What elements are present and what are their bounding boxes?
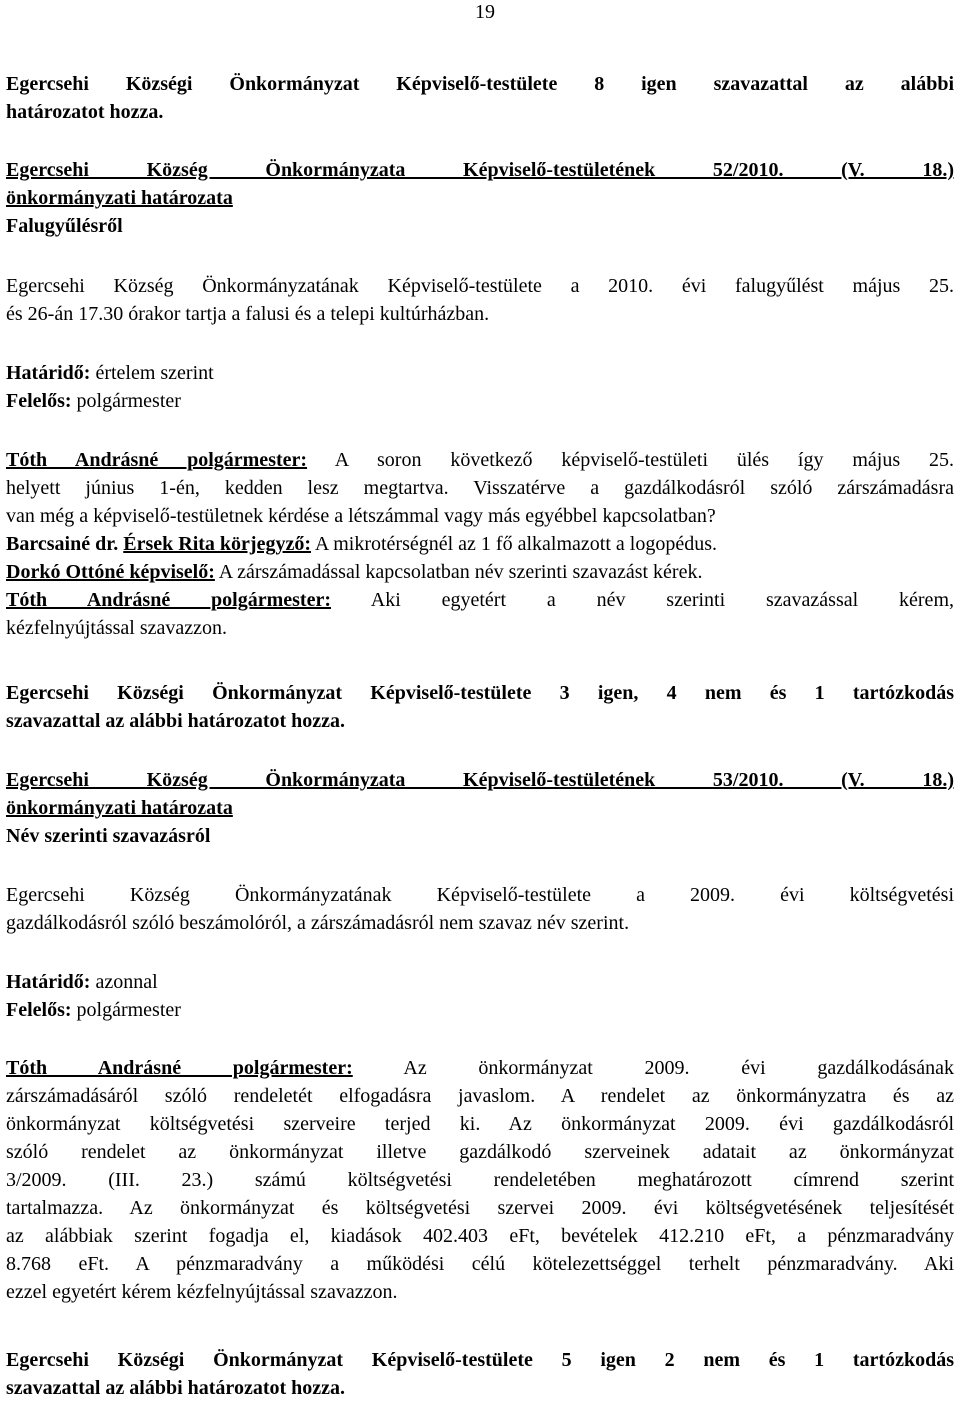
vote-statement-2 — [6, 679, 954, 735]
vote-statement-1-line-1: Egercsehi Községi Önkormányzat Képviselő-testülete 8 igen szavazattal az alábbi — [6, 73, 954, 95]
resolution-53-body-line-2: gazdálkodásról szóló beszámolóról, a zárszámadásról nem szavaz név szerint. — [6, 912, 630, 934]
discussion-2-line-5: 3/2009. (III. 23.) számú költségvetési rendeletében meghatározott címrend szerint — [6, 1169, 954, 1191]
discussion-2-line-7: az alábbiak szerint fogadja el, kiadások 402.403 eFt, bevételek 412.210 eFt, a pénzmaradvány — [6, 1225, 954, 1247]
discussion-1-line-7: kézfelnyújtással szavazzon. — [6, 617, 228, 639]
responsible-value: polgármester — [71, 390, 181, 412]
resolution-52-title-line-1: Egercsehi Község Önkormányzata Képviselő-testületének 52/2010. (V. 18.) — [6, 159, 954, 181]
speaker-representative: Dorkó Ottóné képviselő: — [6, 561, 215, 583]
deadline-label: Határidő: — [6, 971, 91, 993]
deadline-value: azonnal — [90, 971, 158, 993]
resolution-52-deadline-block — [6, 359, 954, 415]
discussion-2-line-4: szóló rendelet az önkormányzat illetve gazdálkodó szerveinek adatait az önkormányzat — [6, 1141, 954, 1163]
discussion-1-line-3: van még a képviselő-testületnek kérdése a létszámmal vagy más egyébbel kapcsolatban? — [6, 505, 716, 527]
discussion-2-line-2: zárszámadásáról szóló rendeletét elfogadásra javaslom. A rendelet az önkormányzatra és az — [6, 1085, 954, 1107]
discussion-2-line-6: tartalmazza. Az önkormányzat és költségvetési szervei 2009. évi költségvetésének teljesítését — [6, 1197, 954, 1219]
discussion-2-line-3: önkormányzat költségvetési szerveire terjed ki. Az önkormányzat 2009. évi gazdálkodásról — [6, 1113, 954, 1135]
resolution-52-body-line-2: és 26-án 17.30 órakor tartja a falusi és a telepi kultúrházban. — [6, 303, 490, 325]
resolution-53-header — [6, 766, 954, 850]
resolution-53-body — [6, 881, 954, 937]
vote-statement-3 — [6, 1346, 954, 1402]
discussion-1-line-5: Dorkó Ottóné képviselő: A zárszámadással kapcsolatban név szerinti szavazást kérek. — [6, 561, 703, 583]
vote-statement-3-line-1: Egercsehi Községi Önkormányzat Képviselő-testülete 5 igen 2 nem és 1 tartózkodás — [6, 1349, 954, 1371]
deadline-value: értelem szerint — [90, 362, 214, 384]
responsible-label: Felelős: — [6, 999, 72, 1021]
vote-statement-3-line-2: szavazattal az alábbi határozatot hozza. — [6, 1377, 346, 1399]
resolution-52-header — [6, 156, 954, 240]
resolution-52-deadline — [6, 359, 954, 387]
discussion-1-line-4: Barcsainé dr. Érsek Rita körjegyző: A mikrotérségnél az 1 fő alkalmazott a logopédus. — [6, 533, 717, 555]
vote-statement-2-line-1: Egercsehi Községi Önkormányzat Képviselő-testülete 3 igen, 4 nem és 1 tartózkodás — [6, 682, 954, 704]
discussion-2-line-8: 8.768 eFt. A pénzmaradvány a működési célú kötelezettséggel terhelt pénzmaradvány. Aki — [6, 1253, 954, 1275]
speaker-notary-a: Barcsainé dr. — [6, 533, 119, 555]
resolution-52-title-line-2: önkormányzati határozata — [6, 187, 233, 209]
resolution-53-title-line-1: Egercsehi Község Önkormányzata Képviselő-testületének 53/2010. (V. 18.) — [6, 769, 954, 791]
discussion-2-line-1: Tóth Andrásné polgármester: Az önkormányzat 2009. évi gazdálkodásának — [6, 1057, 955, 1079]
resolution-53-deadline-block — [6, 968, 954, 1024]
resolution-52-subject: Falugyűlésről — [6, 215, 123, 237]
responsible-value: polgármester — [71, 999, 181, 1021]
discussion-1-line-2: helyett június 1-én, kedden lesz megtartva. Visszatérve a gazdálkodásról szóló zárszámadásra — [6, 477, 954, 499]
discussion-2 — [6, 1054, 954, 1306]
vote-statement-2-line-2: szavazattal az alábbi határozatot hozza. — [6, 710, 346, 732]
speaker-mayor: Tóth Andrásné polgármester: — [6, 1057, 353, 1079]
resolution-52-body — [6, 272, 954, 328]
discussion-1 — [6, 446, 954, 642]
discussion-1-line-1: Tóth Andrásné polgármester: A soron következő képviselő-testületi ülés így május 25. — [6, 449, 954, 471]
deadline-label: Határidő: — [6, 362, 91, 384]
speaker-mayor: Tóth Andrásné polgármester: — [6, 589, 332, 611]
page-number: 19 — [475, 1, 495, 23]
resolution-53-body-line-1: Egercsehi Község Önkormányzatának Képviselő-testülete a 2009. évi költségvetési — [6, 884, 954, 906]
resolution-53-deadline — [6, 968, 954, 996]
discussion-2-line-9: ezzel egyetért kérem kézfelnyújtással szavazzon. — [6, 1281, 398, 1303]
discussion-1-line-6: Tóth Andrásné polgármester: Aki egyetért a név szerinti szavazással kérem, — [6, 589, 954, 611]
speaker-mayor: Tóth Andrásné polgármester: — [6, 449, 308, 471]
vote-statement-1 — [6, 70, 954, 126]
resolution-53-responsible — [6, 996, 954, 1024]
resolution-52-responsible — [6, 387, 954, 415]
vote-statement-1-line-2: határozatot hozza. — [6, 101, 164, 123]
speaker-notary-b: Érsek Rita körjegyző: — [123, 533, 311, 555]
responsible-label: Felelős: — [6, 390, 72, 412]
resolution-53-subject: Név szerinti szavazásról — [6, 825, 211, 847]
resolution-52-body-line-1: Egercsehi Község Önkormányzatának Képviselő-testülete a 2010. évi falugyűlést május 25. — [6, 275, 954, 297]
resolution-53-title-line-2: önkormányzati határozata — [6, 797, 233, 819]
